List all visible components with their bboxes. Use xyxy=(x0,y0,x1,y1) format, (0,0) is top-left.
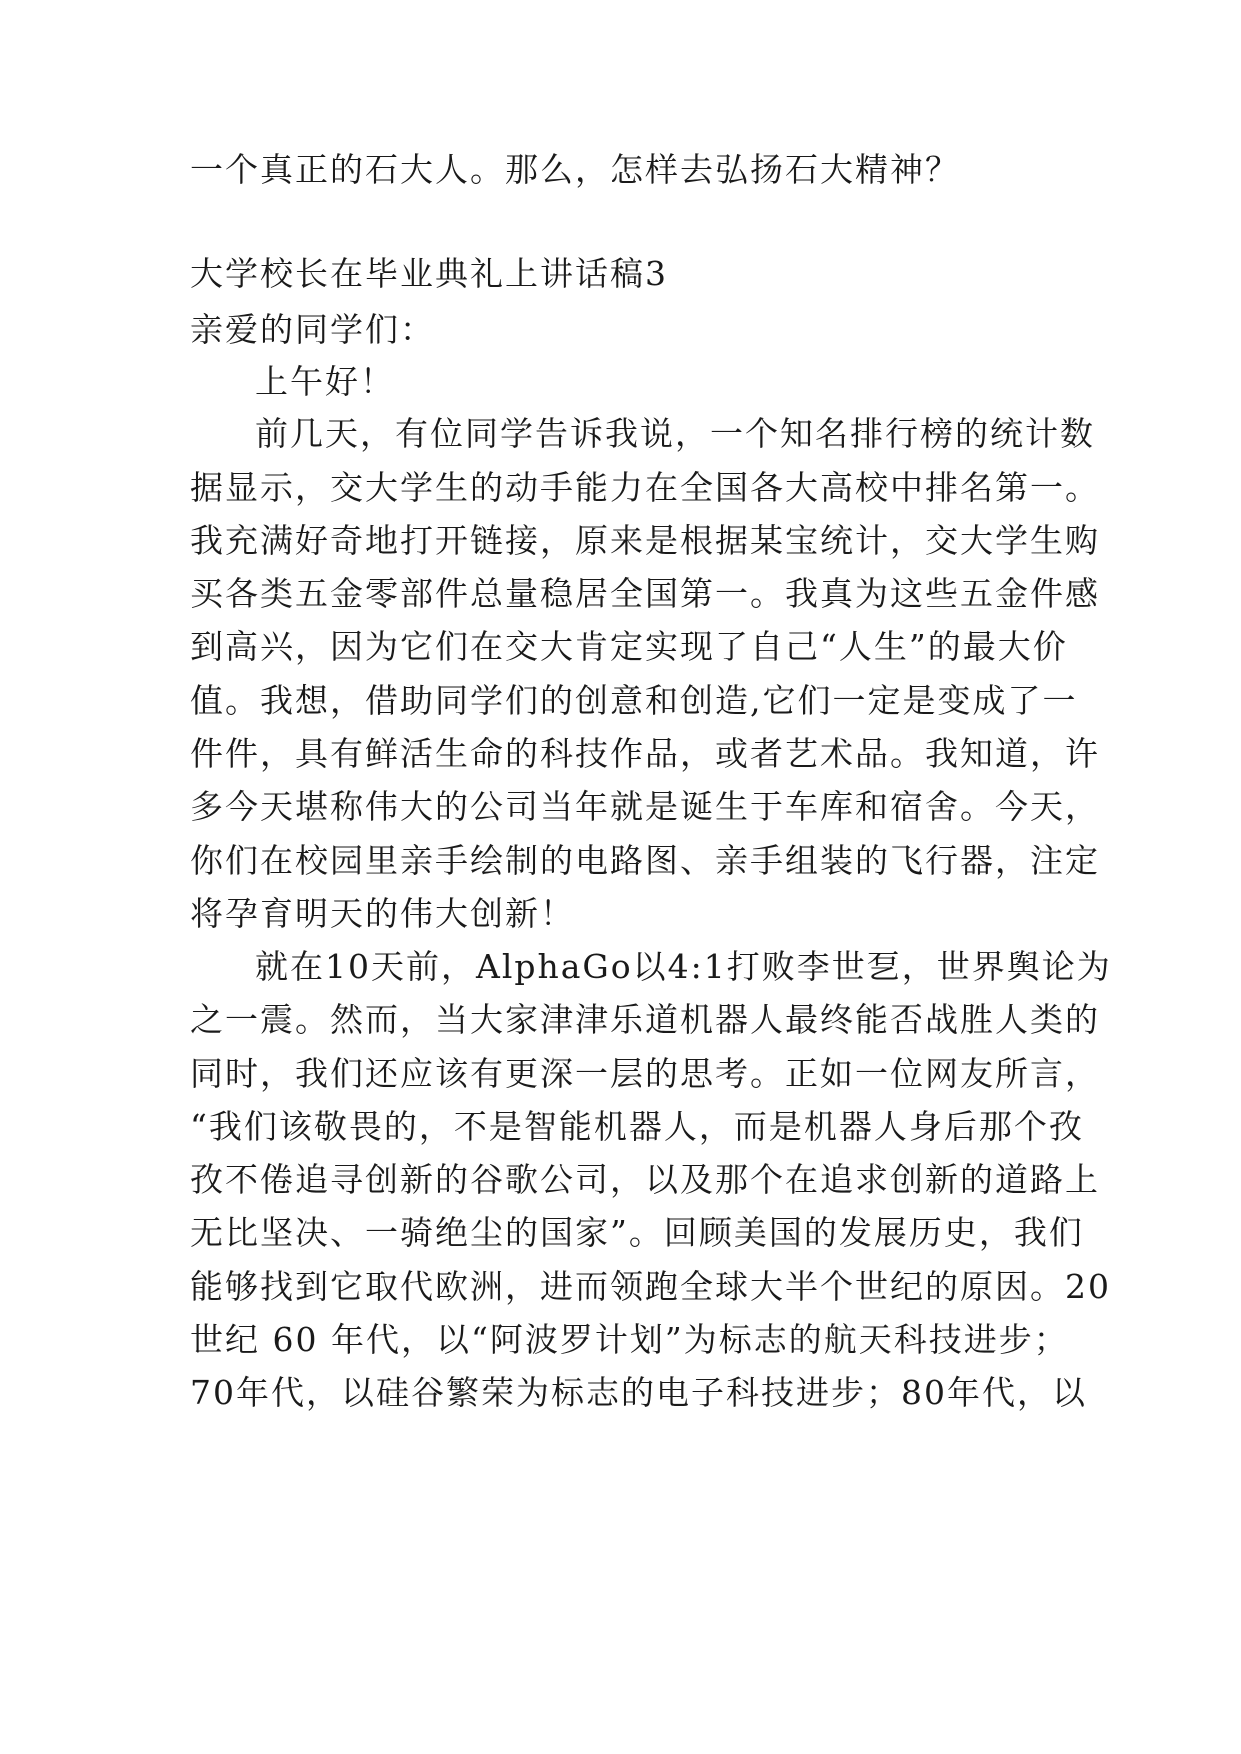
paragraph-2-line-2: 之一震。然而，当大家津津乐道机器人最终能否战胜人类的 xyxy=(190,1000,1100,1039)
paragraph-2-line-5: 孜不倦追寻创新的谷歌公司，以及那个在追求创新的道路上 xyxy=(190,1160,1100,1199)
paragraph-2-line-8: 世纪 60 年代，以“阿波罗计划”为标志的航天科技进步； xyxy=(190,1320,1069,1359)
paragraph-1-line-6: 值。我想，借助同学们的创意和创造,它们一定是变成了一 xyxy=(190,681,1078,720)
paragraph-2-line-3: 同时，我们还应该有更深一层的思考。正如一位网友所言， xyxy=(190,1054,1100,1093)
paragraph-1-line-1: 前几天，有位同学告诉我说，一个知名排行榜的统计数 xyxy=(255,414,1095,453)
paragraph-2-line-9: 70年代，以硅谷繁荣为标志的电子科技进步；80年代，以 xyxy=(190,1373,1087,1412)
speech-title: 大学校长在毕业典礼上讲话稿3 xyxy=(190,254,668,293)
paragraph-1-line-9: 你们在校园里亲手绘制的电路图、亲手组装的飞行器，注定 xyxy=(190,841,1100,880)
paragraph-1-line-8: 多今天堪称伟大的公司当年就是诞生于车库和宿舍。今天， xyxy=(190,787,1100,826)
paragraph-2-line-4: “我们该敬畏的，不是智能机器人，而是机器人身后那个孜 xyxy=(190,1107,1084,1146)
salutation: 亲爱的同学们： xyxy=(190,310,435,349)
paragraph-1-line-5: 到高兴，因为它们在交大肯定实现了自己“人生”的最大价 xyxy=(190,627,1068,666)
paragraph-1-line-4: 买各类五金零部件总量稳居全国第一。我真为这些五金件感 xyxy=(190,574,1100,613)
greeting: 上午好！ xyxy=(255,362,395,401)
paragraph-1-line-2: 据显示，交大学生的动手能力在全国各大高校中排名第一。 xyxy=(190,468,1100,507)
text-line-1: 一个真正的石大人。那么，怎样去弘扬石大精神？ xyxy=(190,150,960,189)
paragraph-2-line-1: 就在10天前，AlphaGo以4:1打败李世乭，世界舆论为 xyxy=(255,947,1112,986)
paragraph-1-line-3: 我充满好奇地打开链接，原来是根据某宝统计，交大学生购 xyxy=(190,521,1100,560)
paragraph-2-line-6: 无比坚决、一骑绝尘的国家”。回顾美国的发展历史，我们 xyxy=(190,1213,1084,1252)
paragraph-2-line-7: 能够找到它取代欧洲，进而领跑全球大半个世纪的原因。20 xyxy=(190,1267,1111,1306)
paragraph-1-line-10: 将孕育明天的伟大创新！ xyxy=(190,894,575,933)
paragraph-1-line-7: 件件，具有鲜活生命的科技作品，或者艺术品。我知道，许 xyxy=(190,734,1100,773)
